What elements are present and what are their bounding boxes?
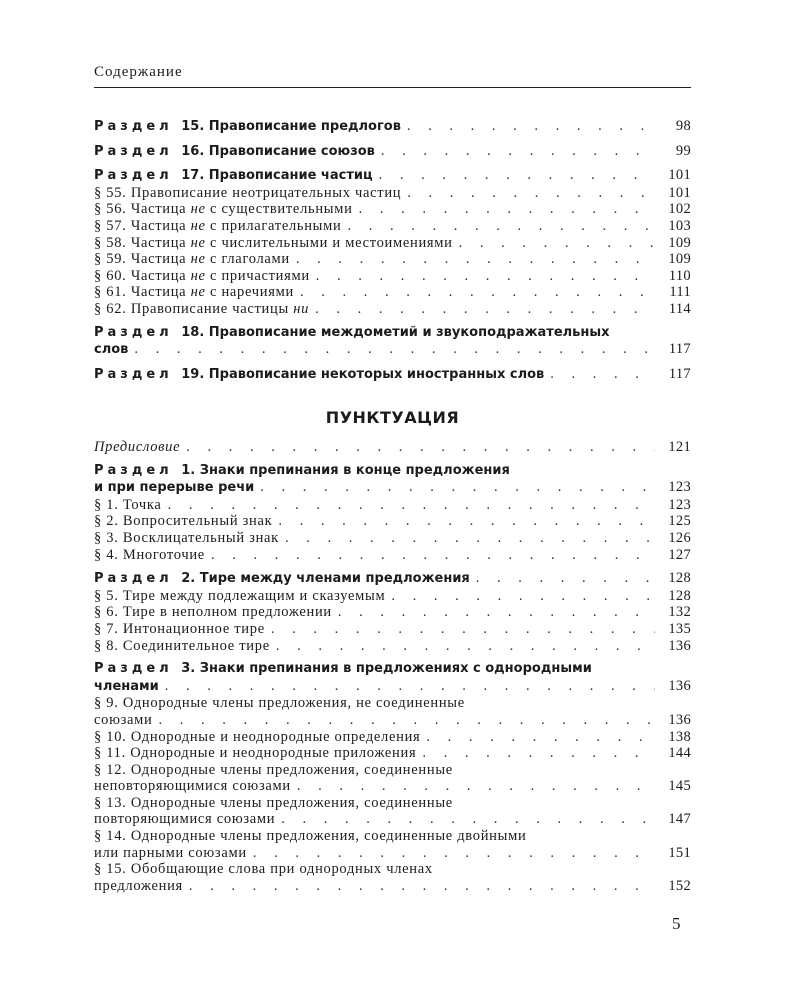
page-ref: 152 <box>668 877 691 894</box>
toc-item[interactable]: § 60. Частица не с причастиями . . . 110 <box>94 268 691 285</box>
leader-dots <box>550 366 655 383</box>
toc-item[interactable]: § 5. Тире между подлежащим и сказуемым . . . 128 <box>94 588 691 605</box>
leader-dots <box>379 167 655 184</box>
leader-dots <box>315 301 655 318</box>
leader-dots <box>189 878 655 895</box>
page-ref: 111 <box>669 284 691 301</box>
leader-dots <box>359 201 655 218</box>
leader-dots <box>276 638 655 655</box>
leader-dots <box>165 678 655 695</box>
page-ref: 126 <box>668 529 691 546</box>
toc-item[interactable]: § 57. Частица не с прилагательными . . . 103 <box>94 218 691 235</box>
leader-dots <box>407 185 655 202</box>
toc-item[interactable]: § 12. Однородные члены предложения, соединенные неповторяющимися союзами . . . 145 <box>94 762 691 795</box>
section-word: Раздел <box>94 143 173 159</box>
section-word: Раздел <box>94 324 173 340</box>
page-ref: 101 <box>668 167 691 184</box>
leader-dots <box>281 811 655 828</box>
page-ref: 136 <box>668 711 691 728</box>
page-ref: 128 <box>668 587 691 604</box>
page-ref: 98 <box>675 118 691 134</box>
page-ref: 135 <box>668 620 691 637</box>
leader-dots <box>260 479 655 496</box>
toc-item[interactable]: § 11. Однородные и неоднородные приложения . . . 144 <box>94 745 691 762</box>
leader-dots <box>186 439 655 456</box>
toc-item[interactable]: § 55. Правописание неотрицательных частиц . . . 101 <box>94 185 691 202</box>
toc-item[interactable]: § 1. Точка . . . 123 <box>94 497 691 514</box>
leader-dots <box>407 118 655 135</box>
leader-dots <box>278 513 655 530</box>
leader-dots <box>253 845 655 862</box>
toc-item[interactable]: § 4. Многоточие . . . 127 <box>94 547 691 564</box>
toc-item[interactable]: § 8. Соединительное тире . . . 136 <box>94 638 691 655</box>
toc-item[interactable]: § 56. Частица не с существительными . . . 102 <box>94 201 691 218</box>
leader-dots <box>285 530 655 547</box>
page-number: 5 <box>672 914 681 933</box>
part-heading: ПУНКТУАЦИЯ <box>325 408 460 427</box>
leader-dots <box>381 143 655 160</box>
page-ref: 103 <box>668 217 691 234</box>
page-ref: 144 <box>668 745 691 762</box>
page-ref: 101 <box>668 184 691 201</box>
page-ref: 117 <box>668 341 691 358</box>
section-word: Раздел <box>94 168 173 184</box>
page-ref: 117 <box>668 365 691 382</box>
section-word: Раздел <box>94 366 173 382</box>
page-ref: 121 <box>668 439 691 455</box>
leader-dots <box>211 547 655 564</box>
toc-item[interactable]: § 6. Тире в неполном предложении . . . 132 <box>94 604 691 621</box>
toc-punct-section-2[interactable]: Раздел 2. Тире между членами предложения . . . 128 <box>94 570 691 588</box>
leader-dots <box>297 778 655 795</box>
section-word: Раздел <box>94 661 173 677</box>
page-ref: 125 <box>668 513 691 530</box>
page-ref: 136 <box>668 637 691 654</box>
leader-dots <box>296 251 655 268</box>
toc-item[interactable]: § 61. Частица не с наречиями . . . 111 <box>94 284 691 301</box>
leader-dots <box>300 284 655 301</box>
page-ref: 109 <box>668 251 691 268</box>
toc-preface[interactable]: Предисловие . . . 121 <box>94 439 691 456</box>
toc-item[interactable]: § 58. Частица не с числительными и местоимениями . . . 109 <box>94 235 691 252</box>
toc-item[interactable]: § 10. Однородные и неоднородные определения . . . 138 <box>94 729 691 746</box>
leader-dots <box>476 570 655 587</box>
page-ref: 114 <box>668 300 691 317</box>
toc-section-15[interactable]: Раздел 15. Правописание предлогов . . . 98 <box>94 118 691 136</box>
page-ref: 136 <box>668 677 691 694</box>
leader-dots <box>426 729 655 746</box>
section-title: Правописание частиц <box>208 168 373 184</box>
page-ref: 102 <box>668 201 691 218</box>
page-ref: 123 <box>668 496 691 513</box>
section-title: Тире между членами предложения <box>199 571 470 587</box>
section-title: Правописание предлогов <box>208 119 401 134</box>
toc-item[interactable]: § 3. Восклицательный знак . . . 126 <box>94 530 691 547</box>
page-ref: 147 <box>668 811 691 828</box>
section-title: Знаки препинания в конце предложения <box>199 462 510 478</box>
section-word: Раздел <box>94 119 173 134</box>
section-title: Правописание союзов <box>208 143 375 159</box>
toc-item[interactable]: § 13. Однородные члены предложения, соединенные повторяющимися союзами . . . 147 <box>94 795 691 828</box>
page-ref: 123 <box>668 479 691 496</box>
page-ref: 132 <box>668 604 691 621</box>
section-title: Правописание некоторых иностранных слов <box>208 366 545 382</box>
page-ref: 127 <box>668 546 691 563</box>
leader-dots <box>338 604 655 621</box>
leader-dots <box>159 712 655 729</box>
leader-dots <box>168 497 655 514</box>
leader-dots <box>391 588 655 605</box>
section-title: Знаки препинания в предложениях с однородными <box>199 661 592 677</box>
leader-dots <box>271 621 655 638</box>
toc-section-18[interactable]: Раздел 18. Правописание междометий и звукоподражательных слов . . . 117 <box>94 325 691 359</box>
page-ref: 128 <box>668 570 691 587</box>
toc-punct-section-1[interactable]: Раздел 1. Знаки препинания в конце предложения и при перерыве речи . . . 123 <box>94 463 691 497</box>
toc-section-17[interactable]: Раздел 17. Правописание частиц . . . 101 <box>94 167 691 185</box>
running-header: Содержание <box>94 64 691 88</box>
toc-item[interactable]: § 59. Частица не с глаголами . . . 109 <box>94 251 691 268</box>
page-ref: 145 <box>668 778 691 795</box>
page-ref: 99 <box>675 142 691 159</box>
leader-dots <box>316 268 655 285</box>
toc-item[interactable]: § 7. Интонационное тире . . . 135 <box>94 621 691 638</box>
section-word: Раздел <box>94 462 173 478</box>
toc-part-punctuation <box>94 439 691 894</box>
toc-item[interactable]: § 2. Вопросительный знак . . . 125 <box>94 513 691 530</box>
leader-dots <box>347 218 655 235</box>
toc-item[interactable]: § 14. Однородные члены предложения, соединенные двойными или парными союзами . . . 151 <box>94 828 691 861</box>
toc-section-16[interactable]: Раздел 16. Правописание союзов . . . 99 <box>94 143 691 161</box>
section-title: Правописание междометий и звукоподражательных <box>208 324 610 340</box>
toc-punct-section-3[interactable]: Раздел 3. Знаки препинания в предложениях с однородными членами . . . 136 <box>94 661 691 695</box>
leader-dots <box>459 235 655 252</box>
toc-section-19[interactable]: Раздел 19. Правописание некоторых иностранных слов . . . 117 <box>94 366 691 384</box>
toc-item[interactable]: § 62. Правописание частицы ни . . . 114 <box>94 301 691 318</box>
leader-dots <box>134 341 655 358</box>
leader-dots <box>422 745 655 762</box>
page-ref: 138 <box>668 728 691 745</box>
toc-item[interactable]: § 9. Однородные члены предложения, не соединенные союзами . . . 136 <box>94 695 691 728</box>
toc-part-orthography <box>94 118 691 383</box>
page-ref: 110 <box>668 267 691 284</box>
page-ref: 151 <box>668 844 691 861</box>
toc-item[interactable]: § 15. Обобщающие слова при однородных членах предложения . . . 152 <box>94 861 691 894</box>
section-word: Раздел <box>94 571 173 587</box>
page-ref: 109 <box>668 234 691 251</box>
